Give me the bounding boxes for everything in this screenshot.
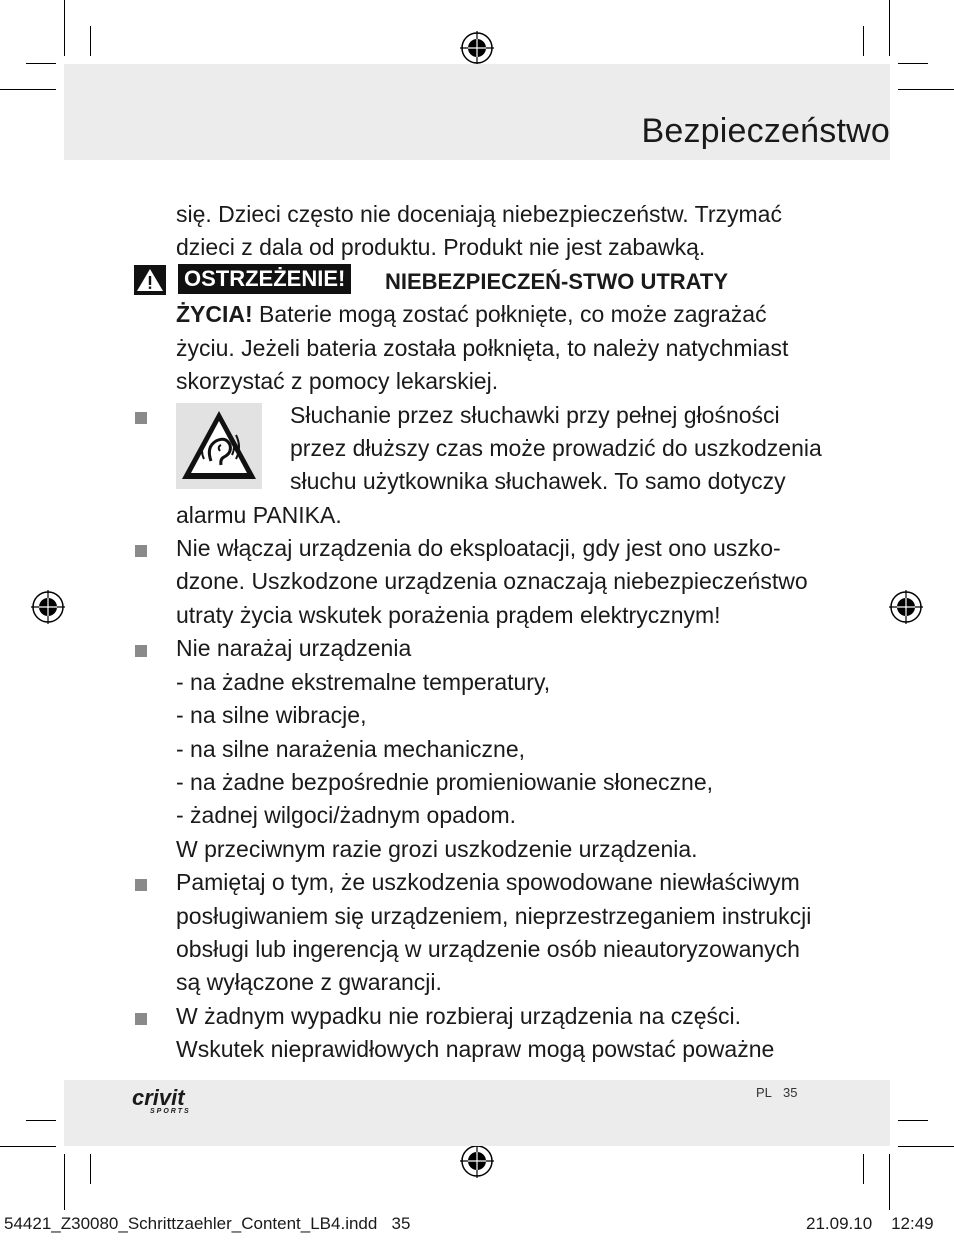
body-line: Nie włączaj urządzenia do eksploatacji, gdy jest ono uszko- — [176, 535, 781, 561]
slug-datetime: 21.09.10 12:49 — [806, 1214, 934, 1233]
body-line: Słuchanie przez słuchawki przy pełnej głośności — [290, 402, 780, 428]
crop-mark — [64, 0, 65, 56]
body-line: - żadnej wilgoci/żadnym opadom. — [176, 802, 517, 828]
body-line: - na żadne bezpośrednie promieniowanie słoneczne, — [176, 769, 714, 795]
crop-mark — [898, 63, 928, 64]
bullet-icon — [135, 545, 147, 557]
warning-heading-continued: ŻYCIA! — [176, 301, 253, 327]
crop-mark — [889, 0, 890, 56]
footer-language: PL — [756, 1085, 772, 1100]
warning-label: OSTRZEŻENIE! — [178, 264, 351, 294]
crop-mark — [889, 1154, 890, 1210]
body-line: - na silne narażenia mechaniczne, — [176, 736, 526, 762]
crop-mark — [898, 89, 954, 90]
crop-mark — [898, 1120, 928, 1121]
brand-logo: crivit — [132, 1085, 185, 1110]
body-line: Wskutek nieprawidłowych napraw mogą powstać poważne — [176, 1036, 775, 1062]
crop-mark — [26, 63, 56, 64]
slug-file-info: 54421_Z30080_Schrittzaehler_Content_LB4.indd 35 — [4, 1214, 411, 1233]
crop-mark — [26, 1120, 56, 1121]
page-title: Bezpieczeństwo — [641, 112, 890, 150]
page-number: 35 — [783, 1085, 798, 1100]
registration-mark-icon — [460, 31, 494, 65]
warning-heading: NIEBEZPIECZEŃ-STWO UTRATY — [385, 269, 729, 294]
crop-mark — [0, 1146, 56, 1147]
crop-mark — [64, 1154, 65, 1210]
body-line: dzone. Uszkodzone urządzenia oznaczają niebezpieczeństwo — [176, 568, 808, 594]
warning-line — [176, 298, 767, 331]
body-line: Pamiętaj o tym, że uszkodzenia spowodowane niewłaściwym — [176, 869, 800, 895]
warning-triangle-icon — [134, 265, 166, 295]
warning-text: Baterie mogą zostać połknięte, co może zagrażać — [252, 301, 767, 327]
warning-line: życiu. Jeżeli bateria została połknięta, to należy natychmiast — [176, 335, 789, 361]
registration-mark-icon — [460, 1144, 494, 1178]
brand-logo-sub: SPORTS — [150, 1108, 191, 1115]
body-line: - na żadne ekstremalne temperatury, — [176, 669, 551, 695]
crop-mark — [863, 26, 864, 56]
hearing-damage-warning-icon — [176, 403, 262, 489]
body-line: alarmu PANIKA. — [176, 502, 342, 528]
body-line: W przeciwnym razie grozi uszkodzenie urządzenia. — [176, 836, 698, 862]
body-line: W żadnym wypadku nie rozbieraj urządzenia na części. — [176, 1003, 742, 1029]
crop-mark — [90, 1154, 91, 1184]
body-line: się. Dzieci często nie doceniają niebezpieczeństw. Trzymać — [176, 201, 782, 227]
bullet-icon — [135, 879, 147, 891]
warning-line: skorzystać z pomocy lekarskiej. — [176, 368, 499, 394]
body-line: utraty życia wskutek porażenia prądem elektrycznym! — [176, 602, 721, 628]
body-line: słuchu użytkownika słuchawek. To samo dotyczy — [290, 468, 786, 494]
hearing-warning-box — [176, 403, 262, 489]
crop-mark — [0, 89, 56, 90]
bullet-icon — [135, 412, 147, 424]
body-line: są wyłączone z gwarancji. — [176, 969, 442, 995]
crop-mark — [898, 1146, 954, 1147]
registration-mark-icon — [31, 590, 65, 624]
crop-mark — [90, 26, 91, 56]
body-line: obsługi lub ingerencją w urządzenie osób nieautoryzowanych — [176, 936, 800, 962]
body-line: posługiwaniem się urządzeniem, nieprzestrzeganiem instrukcji — [176, 903, 812, 929]
body-line: - na silne wibracje, — [176, 702, 367, 728]
crop-mark — [863, 1154, 864, 1184]
registration-mark-icon — [889, 590, 923, 624]
bullet-icon — [135, 1013, 147, 1025]
body-line: Nie narażaj urządzenia — [176, 635, 412, 661]
bullet-icon — [135, 645, 147, 657]
body-line: przez dłuższy czas może prowadzić do uszkodzenia — [290, 435, 822, 461]
body-line: dzieci z dala od produktu. Produkt nie jest zabawką. — [176, 234, 706, 260]
